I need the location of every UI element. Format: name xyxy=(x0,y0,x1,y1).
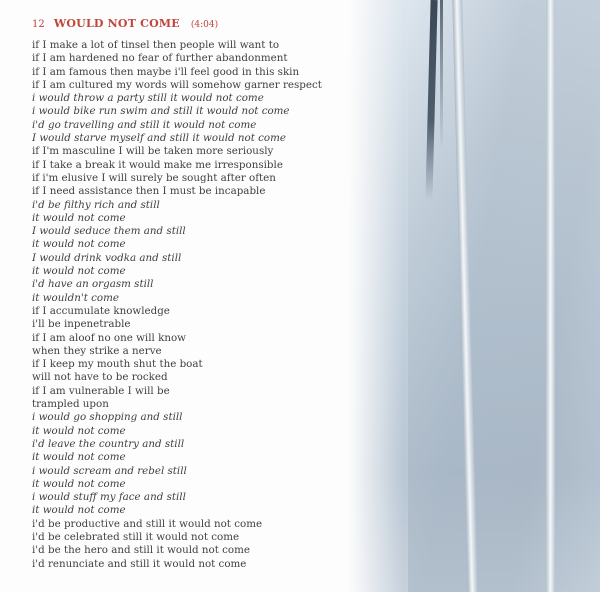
lyric-line: i would stuff my face and still xyxy=(32,491,186,504)
lyric-line: it would not come xyxy=(32,477,126,490)
photo-shading xyxy=(408,0,600,592)
lyric-line: i would go shopping and still xyxy=(32,411,183,424)
lyric-line: if I am aloof no one will know xyxy=(32,331,186,344)
lyric-line: i'd be filthy rich and still xyxy=(32,198,160,211)
lyric-line: i'd leave the country and still xyxy=(32,437,185,450)
lyric-line: if I need assistance then I must be incapable xyxy=(32,185,266,198)
lyric-line: I would seduce them and still xyxy=(32,225,186,238)
track-number: 12 xyxy=(32,19,45,30)
lyric-line: i would throw a party still it would not come xyxy=(32,92,264,105)
lyric-line: if I make a lot of tinsel then people will want to xyxy=(32,39,280,51)
photo-panel xyxy=(348,0,600,592)
lyric-line: i'd have an orgasm still xyxy=(32,278,154,291)
lyric-line: i'd go travelling and still it would not come xyxy=(32,118,257,131)
photo-dark-streak-thin xyxy=(440,0,443,150)
lyric-line: i would bike run swim and still it would not come xyxy=(32,105,290,118)
lyric-line: I would drink vodka and still xyxy=(32,251,182,264)
lyric-line: it wouldn't come xyxy=(32,291,119,304)
lyrics-list xyxy=(32,39,322,571)
lyric-line: i'd renunciate and still it would not come xyxy=(32,557,247,570)
lyric-line: i'd be celebrated still it would not come xyxy=(32,530,240,543)
track-header xyxy=(32,12,218,31)
lyric-line: if i'm elusive I will surely be sought after often xyxy=(32,171,276,184)
lyric-line: if I take a break it would make me irresponsible xyxy=(32,158,283,171)
lyric-line: if I am cultured my words will somehow garner respect xyxy=(32,78,322,91)
lyric-line: i'll be inpenetrable xyxy=(32,318,131,331)
lyric-line: it would not come xyxy=(32,504,126,517)
lyric-line: if I keep my mouth shut the boat xyxy=(32,358,203,371)
lyric-line: if I'm masculine I will be taken more seriously xyxy=(32,145,274,158)
lyric-line: it would not come xyxy=(32,265,126,278)
lyric-line: when they strike a nerve xyxy=(32,344,162,357)
lyric-line: trampled upon xyxy=(32,398,109,411)
lyric-line: i would scream and rebel still xyxy=(32,464,187,477)
lyric-line: if I am hardened no fear of further abandonment xyxy=(32,52,288,65)
lyric-line: if I am vulnerable I will be xyxy=(32,384,170,397)
track-title: WOULD NOT COME xyxy=(53,17,180,30)
lyric-line: it would not come xyxy=(32,451,126,464)
lyric-line: it would not come xyxy=(32,238,126,251)
lyric-line: if I am famous then maybe i'll feel good in this skin xyxy=(32,65,300,78)
lyric-line: if I accumulate knowledge xyxy=(32,304,170,317)
lyric-line: I would starve myself and still it would not come xyxy=(32,132,286,145)
lyric-line: it would not come xyxy=(32,424,126,437)
photo-pole-right xyxy=(546,0,555,592)
lyric-line: it would not come xyxy=(32,211,126,224)
lyric-line: will not have to be rocked xyxy=(32,371,168,384)
track-duration: (4:04) xyxy=(190,20,219,30)
lyric-line: i'd be productive and still it would not come xyxy=(32,517,263,530)
lyric-line: i'd be the hero and still it would not come xyxy=(32,544,250,557)
